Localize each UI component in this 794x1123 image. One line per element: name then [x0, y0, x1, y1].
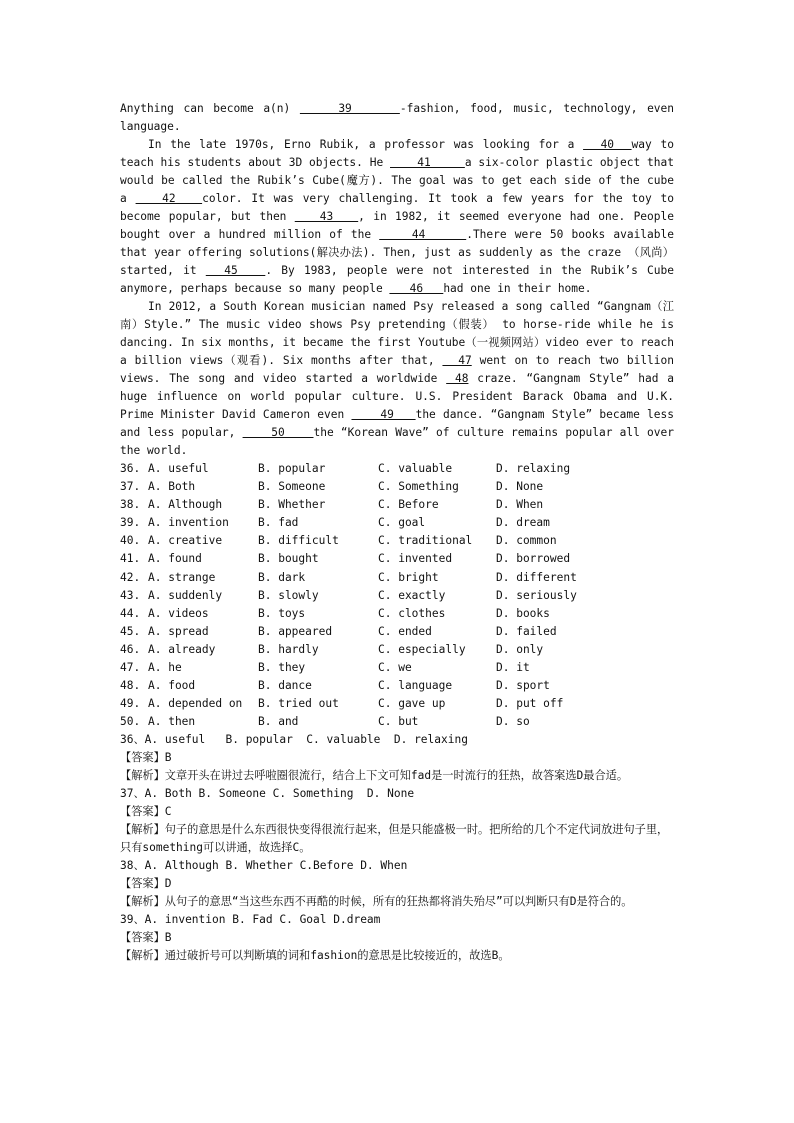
option-row-39	[120, 514, 674, 532]
option-d: D. seriously	[496, 588, 577, 602]
answer-label: 【答案】	[120, 877, 165, 891]
option-c: C. ended	[378, 624, 432, 638]
option-b: B. they	[258, 661, 306, 675]
blank-40: 40	[583, 138, 632, 151]
option-number: 50.	[120, 715, 141, 729]
analysis-line	[120, 947, 674, 965]
passage-text: craze. “Gangnam Style” had a huge influence on world popular culture. U.S. President Barack Obama and U.K. Prime Minister David Cameron even	[120, 372, 674, 421]
option-row-38	[120, 496, 674, 514]
option-row-37	[120, 478, 674, 496]
answer-value: B	[164, 751, 172, 765]
answer-question: 37、A. Both B. Someone C. Something D. None	[120, 787, 415, 801]
blank-49: 49	[351, 408, 416, 421]
answer-line	[120, 803, 674, 821]
analysis-label: 【解析】	[120, 769, 165, 783]
blank-41: 41	[390, 156, 465, 169]
option-row-43	[120, 587, 674, 605]
analysis-text: 从句子的意思“当这些东西不再酷的时候，所有的狂热都将消失殆尽”可以判断只有D是符合的。	[164, 895, 633, 909]
option-c: C. but	[378, 715, 419, 729]
option-c: C. Something	[378, 480, 459, 494]
analysis-text: 文章开头在讲过去呼啦圈很流行，结合上下文可知fad是一时流行的狂热，故答案选D最合适。	[164, 769, 629, 783]
answer-block-38	[120, 857, 674, 911]
option-c: C. especially	[378, 642, 466, 656]
option-row-42	[120, 569, 674, 587]
option-number: 40.	[120, 534, 141, 548]
analysis-text: 通过破折号可以判断填的词和fashion的意思是比较接近的，故选B。	[164, 949, 510, 963]
answer-value: D	[164, 877, 172, 891]
blank-43: 43	[294, 210, 359, 223]
analysis-label: 【解析】	[120, 823, 165, 837]
option-d: D. books	[496, 606, 550, 620]
option-a: A. food	[148, 679, 196, 693]
option-row-41	[120, 550, 674, 568]
passage-paragraph-1	[120, 100, 674, 136]
option-b: B. tried out	[258, 697, 339, 711]
option-number: 49.	[120, 697, 141, 711]
passage-text: .There were 50 books available that year offering solutions(解决办法). Then, just as suddenly as the craze （风尚） started, it	[120, 228, 674, 277]
option-c: C. Before	[378, 498, 439, 512]
answer-line	[120, 929, 674, 947]
option-number: 44.	[120, 606, 141, 620]
option-c: C. language	[378, 679, 453, 693]
option-c: C. gave up	[378, 697, 446, 711]
option-d: D. put off	[496, 697, 564, 711]
option-b: B. bought	[258, 552, 319, 566]
option-a: A. creative	[148, 534, 223, 548]
option-a: A. depended on	[148, 697, 243, 711]
option-a: A. found	[148, 552, 202, 566]
answer-value: C	[164, 805, 172, 819]
option-d: D. it	[496, 661, 530, 675]
option-a: A. useful	[148, 462, 209, 475]
option-number: 36.	[120, 462, 141, 475]
answer-line	[120, 875, 674, 893]
option-row-40	[120, 532, 674, 550]
passage-text: color. It was very challenging. It took a few years for the toy to become popular, but then	[120, 192, 674, 223]
option-c: C. clothes	[378, 606, 446, 620]
answer-block-39	[120, 911, 674, 965]
option-b: B. Someone	[258, 480, 326, 494]
option-row-47	[120, 659, 674, 677]
option-b: B. fad	[258, 516, 299, 530]
options-list	[120, 460, 674, 731]
blank-46: 46	[389, 282, 444, 295]
option-c: C. goal	[378, 516, 426, 530]
passage-text: , in 1982, it seemed everyone had one. People bought over a hundred million of the	[120, 210, 674, 241]
option-row-50	[120, 713, 674, 731]
blank-39: 39	[299, 102, 400, 115]
blank-45: 45	[205, 264, 266, 277]
answer-label: 【答案】	[120, 751, 165, 765]
analysis-text: 句子的意思是什么东西很快变得很流行起来，但是只能盛极一时。把所给的几个不定代词放进句子里，只有something可以讲通，故选择C。	[120, 823, 669, 855]
option-row-48	[120, 677, 674, 695]
blank-44: 44	[379, 228, 467, 241]
answer-value: B	[164, 931, 172, 945]
passage-text: -fashion, food, music, technology, even language.	[120, 102, 675, 133]
option-row-49	[120, 695, 674, 713]
option-b: B. Whether	[258, 498, 326, 512]
option-row-36	[120, 460, 674, 478]
passage-text: In 2012, a South Korean musician named Psy released a song called “Gangnam（江南）Style.” The music video shows Psy pretending（假装） to horse-ride while he is dancing. In six months, it became the first Youtube（一视频网站）video ever to reach a billion views（观看). Six months after that,	[120, 300, 674, 367]
option-number: 38.	[120, 498, 141, 512]
passage-text: . By 1983, people were not interested in the Rubik’s Cube anymore, perhaps because so many people	[120, 264, 674, 295]
option-a: A. videos	[148, 606, 209, 620]
option-a: A. then	[148, 715, 196, 729]
passage-text: had one in their home.	[443, 282, 592, 295]
option-b: B. dance	[258, 679, 312, 693]
passage-text: way to teach his students about 3D objects. He	[120, 138, 674, 169]
answer-question: 39、A. invention B. Fad C. Goal D.dream	[120, 913, 381, 927]
option-d: D. only	[496, 642, 544, 656]
analysis-line	[120, 767, 674, 785]
option-d: D. When	[496, 498, 544, 512]
option-c: C. we	[378, 661, 412, 675]
option-a: A. he	[148, 661, 182, 675]
option-b: B. slowly	[258, 588, 319, 602]
option-c: C. bright	[378, 570, 439, 584]
passage-text: went on to reach two billion views. The song and video started a worldwide	[120, 354, 674, 385]
passage-text: the dance. “Gangnam Style” became less and less popular,	[120, 408, 674, 439]
option-c: C. valuable	[378, 462, 453, 475]
analysis-label: 【解析】	[120, 895, 165, 909]
passage-paragraph-2	[120, 136, 674, 298]
option-b: B. dark	[258, 570, 306, 584]
answer-label: 【答案】	[120, 805, 165, 819]
blank-42: 42	[135, 192, 203, 205]
option-d: D. different	[496, 570, 577, 584]
answer-label: 【答案】	[120, 931, 165, 945]
passage-text: In the late 1970s, Erno Rubik, a professor was looking for a	[148, 138, 584, 151]
option-number: 37.	[120, 480, 141, 494]
option-d: D. failed	[496, 624, 557, 638]
analysis-line	[120, 893, 674, 911]
option-number: 39.	[120, 516, 141, 530]
option-number: 46.	[120, 642, 141, 656]
passage-text: a six-color plastic object that would be called the Rubik’s Cube(魔方). The goal was to get each side of the cube a	[120, 156, 674, 205]
option-b: B. toys	[258, 606, 306, 620]
analysis-label: 【解析】	[120, 949, 165, 963]
option-d: D. sport	[496, 679, 550, 693]
option-c: C. traditional	[378, 534, 473, 548]
option-a: A. already	[148, 642, 216, 656]
passage-text: Anything can become a(n)	[120, 102, 300, 115]
option-d: D. borrowed	[496, 552, 571, 566]
passage-text: the “Korean Wave” of culture remains popular all over the world.	[120, 426, 675, 457]
blank-48: 48	[446, 372, 469, 385]
option-b: B. popular	[258, 462, 326, 475]
option-row-44	[120, 605, 674, 623]
option-d: D. common	[496, 534, 557, 548]
option-row-45	[120, 623, 674, 641]
option-a: A. Although	[148, 498, 223, 512]
answer-block-37	[120, 785, 674, 857]
option-row-46	[120, 641, 674, 659]
option-a: A. strange	[148, 570, 216, 584]
document-page	[120, 100, 674, 965]
answer-line	[120, 749, 674, 767]
option-c: C. exactly	[378, 588, 446, 602]
option-d: D. relaxing	[496, 462, 571, 475]
analysis-line	[120, 821, 674, 857]
option-c: C. invented	[378, 552, 453, 566]
option-b: B. hardly	[258, 642, 319, 656]
option-a: A. Both	[148, 480, 196, 494]
option-d: D. None	[496, 480, 544, 494]
answer-question: 36、A. useful B. popular C. valuable D. relaxing	[120, 733, 468, 747]
option-d: D. so	[496, 715, 530, 729]
option-b: B. appeared	[258, 624, 333, 638]
option-number: 41.	[120, 552, 141, 566]
option-a: A. invention	[148, 516, 229, 530]
option-number: 42.	[120, 570, 141, 584]
blank-47: 47	[442, 354, 472, 367]
option-number: 45.	[120, 624, 141, 638]
option-d: D. dream	[496, 516, 550, 530]
option-b: B. and	[258, 715, 299, 729]
answer-block-36	[120, 731, 674, 785]
blank-50: 50	[242, 426, 314, 439]
option-number: 48.	[120, 679, 141, 693]
option-b: B. difficult	[258, 534, 339, 548]
option-a: A. suddenly	[148, 588, 223, 602]
option-a: A. spread	[148, 624, 209, 638]
option-number: 43.	[120, 588, 141, 602]
passage-paragraph-3	[120, 298, 674, 460]
option-number: 47.	[120, 661, 141, 675]
answer-question: 38、A. Although B. Whether C.Before D. When	[120, 859, 408, 873]
